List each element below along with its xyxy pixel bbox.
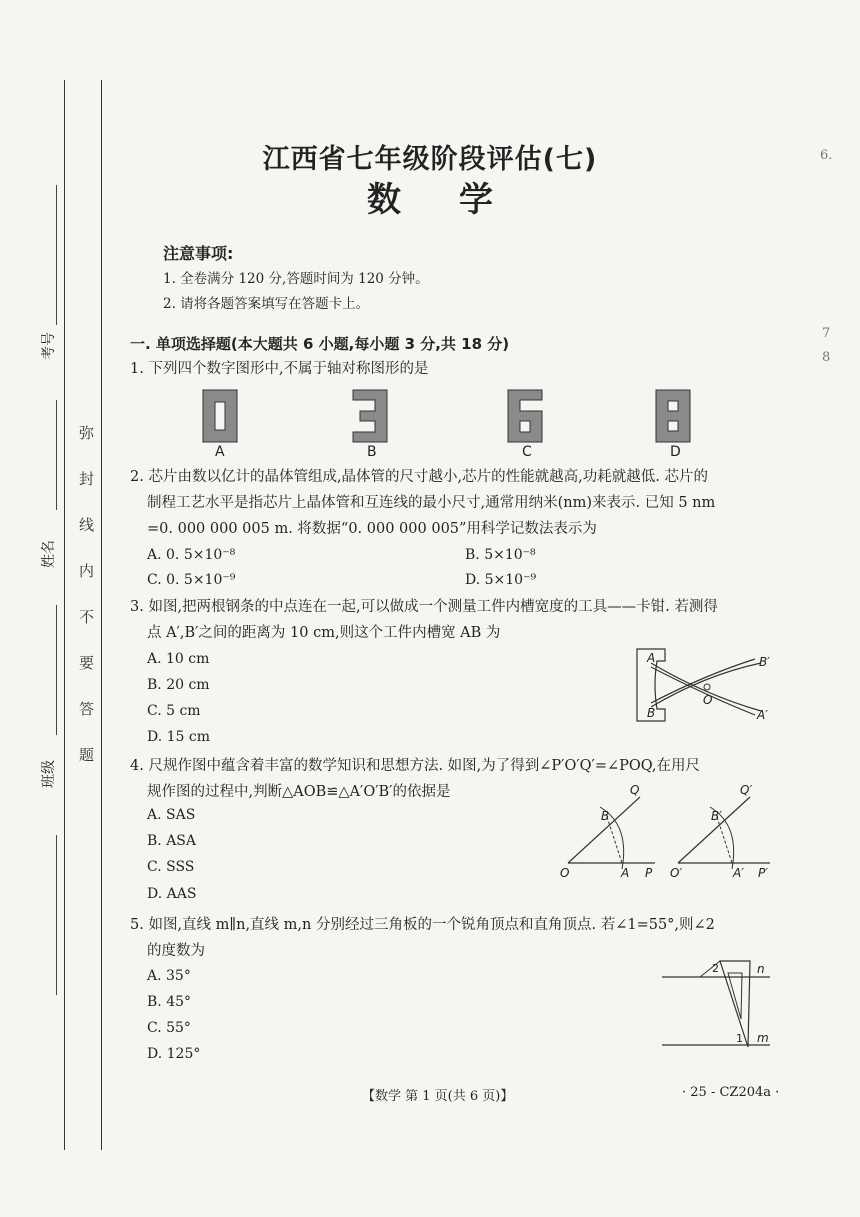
next-page-number-8: 8 bbox=[822, 350, 831, 365]
q4-fig-o-prime: O′ bbox=[670, 866, 683, 880]
q1-label-b: B bbox=[367, 444, 377, 460]
q3-line-2: 点 A′,B′之间的距离为 10 cm,则这个工件内槽宽 AB 为 bbox=[147, 625, 501, 641]
q1-text: 1. 下列四个数字图形中,不属于轴对称图形的是 bbox=[130, 361, 429, 377]
name-label: 姓名 bbox=[41, 540, 57, 568]
section-heading: 一. 单项选择题(本大题共 6 小题,每小题 3 分,共 18 分) bbox=[130, 335, 510, 353]
q4-fig-a: A bbox=[621, 866, 630, 880]
q4-fig-p: P bbox=[645, 866, 653, 880]
q4-line-2: 规作图的过程中,判断△AOB≌△A′O′B′的依据是 bbox=[147, 784, 451, 800]
q3-fig-label-b: B bbox=[647, 706, 656, 720]
q2-line-2: 制程工艺水平是指芯片上晶体管和互连线的最小尺寸,通常用纳米(nm)来表示. 已知 5 nm bbox=[147, 495, 716, 511]
seat-blank[interactable] bbox=[56, 400, 57, 510]
q2-option-a: A. 0. 5×10⁻⁸ bbox=[147, 547, 236, 563]
q5-fig-m: m bbox=[757, 1031, 769, 1045]
q4-option-d: D. AAS bbox=[147, 886, 197, 902]
subject-title: 数学 bbox=[367, 180, 551, 220]
exam-no-label: 考号 bbox=[41, 332, 57, 360]
caliper-svg bbox=[635, 645, 775, 730]
page-footer: 【数学 第 1 页(共 6 页)】 bbox=[362, 1089, 514, 1104]
q4-fig-a-prime: A′ bbox=[733, 866, 744, 880]
q1-label-d: D bbox=[670, 444, 681, 460]
q5-fig-n: n bbox=[757, 962, 765, 976]
exam-title: 江西省七年级阶段评估(七) bbox=[262, 144, 598, 175]
digit-6-shape bbox=[508, 390, 542, 442]
q1-label-a: A bbox=[215, 444, 225, 460]
q5-option-b: B. 45° bbox=[147, 994, 192, 1010]
q4-fig-o: O bbox=[560, 866, 570, 880]
q5-fig-angle-2: 2 bbox=[712, 962, 719, 975]
q2-option-d: D. 5×10⁻⁹ bbox=[465, 572, 537, 588]
q5-line-2: 的度数为 bbox=[147, 943, 205, 959]
next-page-number-7: 7 bbox=[822, 326, 831, 341]
digit-8-shape bbox=[656, 390, 690, 442]
q3-fig-label-o: O bbox=[703, 693, 713, 707]
q2-line-1: 2. 芯片由数以亿计的晶体管组成,晶体管的尺寸越小,芯片的性能就越高,功耗就越低. 芯片的 bbox=[130, 469, 708, 485]
school-blank[interactable] bbox=[56, 835, 57, 995]
construction-svg bbox=[560, 795, 775, 870]
q4-fig-p-prime: P′ bbox=[758, 866, 768, 880]
q5-fig-angle-1: 1 bbox=[736, 1032, 743, 1045]
name-blank[interactable] bbox=[56, 605, 57, 735]
notice-heading: 注意事项: bbox=[163, 244, 234, 263]
q3-option-c: C. 5 cm bbox=[147, 703, 201, 719]
q1-digits-svg bbox=[200, 388, 720, 458]
binding-outer-line bbox=[64, 80, 65, 1150]
q4-option-a: A. SAS bbox=[147, 807, 196, 823]
q4-fig-b: B bbox=[601, 809, 610, 823]
notice-item-2: 2. 请将各题答案填写在答题卡上。 bbox=[163, 296, 370, 312]
q5-option-a: A. 35° bbox=[147, 968, 191, 984]
binding-inner-line bbox=[101, 80, 102, 1150]
q4-option-b: B. ASA bbox=[147, 833, 196, 849]
paper-code: · 25 - CZ204a · bbox=[682, 1085, 780, 1100]
q4-option-c: C. SSS bbox=[147, 859, 195, 875]
q5-option-d: D. 125° bbox=[147, 1046, 201, 1062]
q4-fig-q: Q bbox=[630, 783, 640, 797]
q2-option-c: C. 0. 5×10⁻⁹ bbox=[147, 572, 236, 588]
q3-fig-label-a: A bbox=[647, 651, 656, 665]
q3-line-1: 3. 如图,把两根钢条的中点连在一起,可以做成一个测量工件内槽宽度的工具——卡钳. 若测得 bbox=[130, 599, 718, 615]
class-label: 班级 bbox=[41, 760, 57, 788]
q3-option-b: B. 20 cm bbox=[147, 677, 210, 693]
notice-item-1: 1. 全卷满分 120 分,答题时间为 120 分钟。 bbox=[163, 271, 429, 287]
binding-warning: 弥封线内不要答题 bbox=[77, 425, 95, 793]
q5-option-c: C. 55° bbox=[147, 1020, 191, 1036]
next-page-question-number: 6. bbox=[820, 148, 833, 163]
q3-fig-label-a-prime: A′ bbox=[757, 708, 768, 722]
q4-line-1: 4. 尺规作图中蕴含着丰富的数学知识和思想方法. 如图,为了得到∠P′O′Q′=∠POQ,在用尺 bbox=[130, 758, 701, 774]
q4-fig-b-prime: B′ bbox=[711, 809, 722, 823]
digit-0-shape bbox=[203, 390, 237, 442]
digit-3-shape bbox=[353, 390, 387, 442]
q2-option-b: B. 5×10⁻⁸ bbox=[465, 547, 536, 563]
q2-line-3: =0. 000 000 005 m. 将数据“0. 000 000 005”用科学记数法表示为 bbox=[147, 521, 597, 537]
q1-label-c: C bbox=[522, 444, 532, 460]
q3-fig-label-b-prime: B′ bbox=[759, 655, 770, 669]
q4-fig-q-prime: Q′ bbox=[740, 783, 753, 797]
q3-option-a: A. 10 cm bbox=[147, 651, 210, 667]
q3-option-d: D. 15 cm bbox=[147, 729, 211, 745]
q5-line-1: 5. 如图,直线 m∥n,直线 m,n 分别经过三角板的一个锐角顶点和直角顶点. 若∠1=55°,则∠2 bbox=[130, 917, 715, 933]
